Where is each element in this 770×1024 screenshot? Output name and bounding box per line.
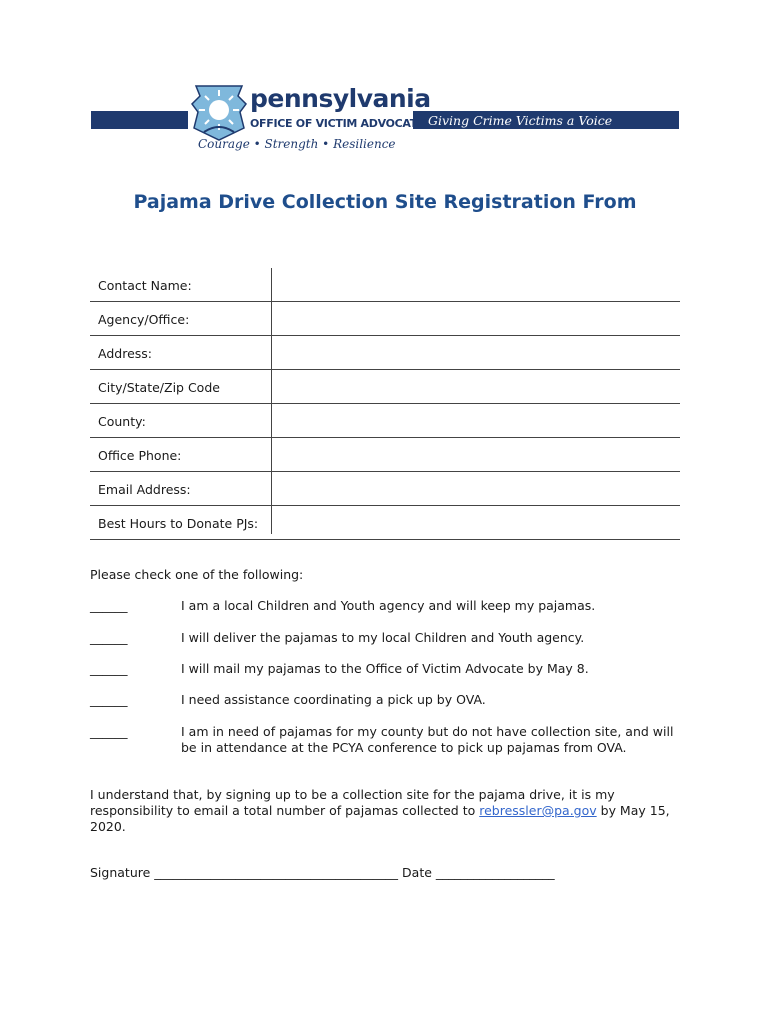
form-row-best-hours <box>90 506 680 540</box>
signature-field[interactable]: _______________________________________ <box>154 865 399 880</box>
signature-label: Signature <box>90 865 151 880</box>
address-field[interactable] <box>272 336 680 369</box>
form-row-contact-name <box>90 268 680 302</box>
option-text: I need assistance coordinating a pick up by OVA. <box>181 692 486 707</box>
option-text: I am a local Children and Youth agency and will keep my pajamas. <box>181 598 596 613</box>
field-label: Best Hours to Donate PJs: <box>98 516 259 531</box>
field-label: Email Address: <box>98 482 191 497</box>
signature-line <box>90 865 555 880</box>
keystone-logo-icon <box>190 82 248 142</box>
form-row-office-phone <box>90 438 680 472</box>
letterhead <box>0 0 770 160</box>
form-row-address <box>90 336 680 370</box>
agency-field[interactable] <box>272 302 680 335</box>
statement-text-end: by May 15, 2020. <box>90 803 670 834</box>
option-check-blank[interactable]: ______ <box>90 661 128 676</box>
form-row-county <box>90 404 680 438</box>
option-check-blank[interactable]: ______ <box>90 630 128 645</box>
option-text: I will deliver the pajamas to my local Children and Youth agency. <box>181 630 585 645</box>
brand-office: OFFICE OF VICTIM ADVOCATE <box>250 117 425 130</box>
header-bar-left <box>91 111 188 129</box>
table-divider <box>271 268 272 534</box>
tagline: Giving Crime Victims a Voice <box>428 113 613 128</box>
office-phone-field[interactable] <box>272 438 680 471</box>
option-check-blank[interactable]: ______ <box>90 692 128 707</box>
field-label: Office Phone: <box>98 448 182 463</box>
form-row-city-state-zip <box>90 370 680 404</box>
option-check-blank[interactable]: ______ <box>90 724 128 739</box>
option-text: I will mail my pajamas to the Office of Victim Advocate by May 8. <box>181 661 589 676</box>
contact-name-field[interactable] <box>272 268 680 301</box>
form-row-agency <box>90 302 680 336</box>
responsibility-statement <box>90 787 690 835</box>
motto: Courage • Strength • Resilience <box>198 137 396 151</box>
field-label: Agency/Office: <box>98 312 190 327</box>
best-hours-field[interactable] <box>272 506 680 539</box>
field-label: County: <box>98 414 146 429</box>
date-label: Date <box>402 865 432 880</box>
registration-table <box>90 268 680 540</box>
email-field[interactable] <box>272 472 680 505</box>
option-check-blank[interactable]: ______ <box>90 598 128 613</box>
county-field[interactable] <box>272 404 680 437</box>
field-label: Address: <box>98 346 152 361</box>
page-title: Pajama Drive Collection Site Registration From <box>133 191 637 213</box>
statement-text: I understand that, by signing up to be a collection site for the pajama drive, it is my responsibility to email a total number of pajamas collected to <box>90 787 615 818</box>
option-text: I am in need of pajamas for my county but do not have collection site, and will be in attendance at the PCYA conference to pick up pajamas from OVA. <box>181 724 674 755</box>
field-label: City/State/Zip Code <box>98 380 220 395</box>
city-state-zip-field[interactable] <box>272 370 680 403</box>
email-link[interactable]: rebressler@pa.gov <box>479 803 597 818</box>
form-row-email <box>90 472 680 506</box>
brand-name: pennsylvania <box>250 84 431 113</box>
field-label: Contact Name: <box>98 278 192 293</box>
date-field[interactable]: ___________________ <box>435 865 555 880</box>
check-instructions: Please check one of the following: <box>90 567 304 582</box>
